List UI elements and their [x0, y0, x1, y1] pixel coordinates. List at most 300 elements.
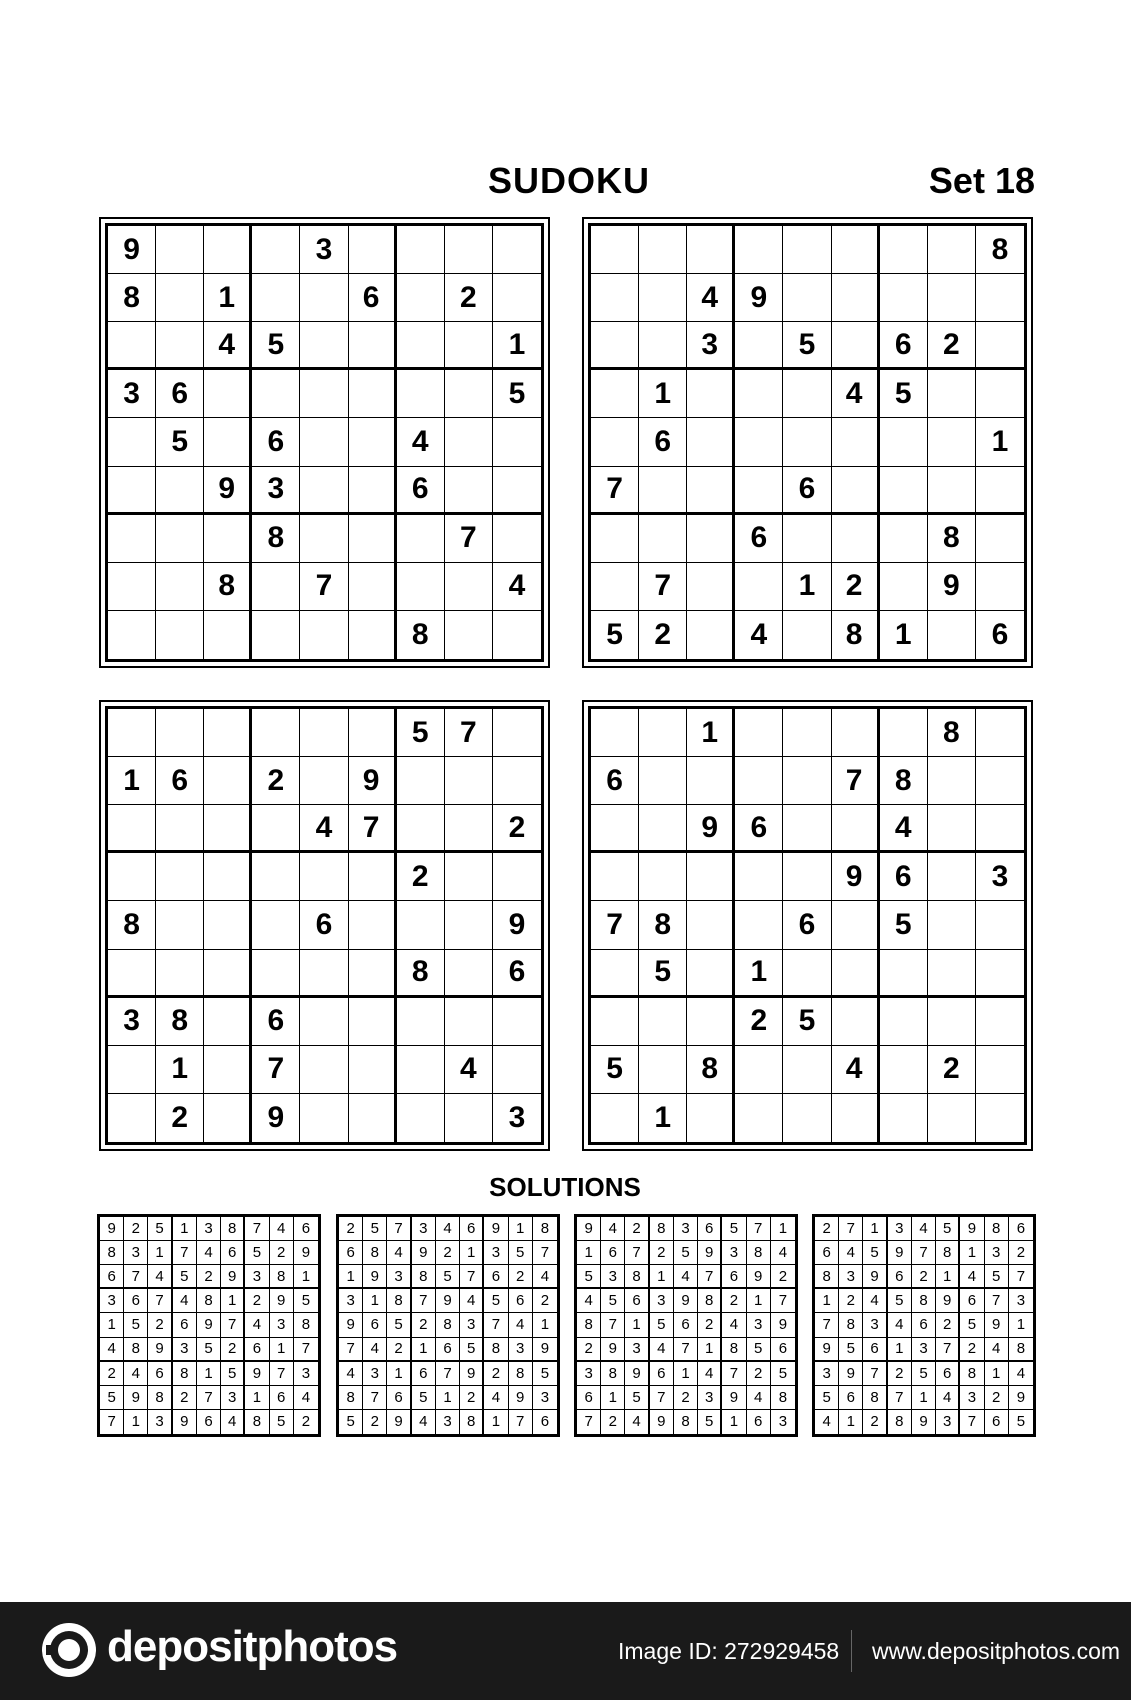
grid-cell — [783, 709, 831, 757]
grid-cell: 3 — [863, 1313, 887, 1337]
grid-cell — [591, 805, 639, 853]
grid-cell — [300, 370, 348, 418]
grid-cell: 7 — [747, 1217, 771, 1241]
grid-cell — [639, 274, 687, 322]
grid-cell: 7 — [912, 1241, 936, 1265]
grid-cell — [252, 611, 300, 659]
grid-cell — [397, 901, 445, 949]
grid-cell: 5 — [674, 1241, 698, 1265]
grid-cell: 1 — [783, 563, 831, 611]
grid-cell: 7 — [722, 1362, 746, 1386]
grid-cell: 4 — [735, 611, 783, 659]
grid-cell: 8 — [245, 1410, 269, 1434]
grid-cell — [832, 515, 880, 563]
grid-cell: 1 — [460, 1241, 484, 1265]
grid-cell — [252, 853, 300, 901]
grid-cell: 4 — [960, 1265, 984, 1289]
grid-cell: 9 — [985, 1313, 1009, 1337]
grid-cell: 9 — [735, 274, 783, 322]
grid-cell: 5 — [722, 1217, 746, 1241]
grid-cell: 7 — [625, 1241, 649, 1265]
grid-cell: 7 — [533, 1241, 557, 1265]
grid-cell — [639, 1046, 687, 1094]
grid-cell: 4 — [815, 1410, 839, 1434]
grid-cell: 4 — [839, 1241, 863, 1265]
grid-cell: 5 — [985, 1265, 1009, 1289]
grid-cell: 6 — [577, 1386, 601, 1410]
grid-cell — [832, 805, 880, 853]
grid-cell — [300, 274, 348, 322]
grid-cell: 5 — [601, 1289, 625, 1313]
grid-cell: 2 — [493, 805, 541, 853]
grid-cell — [976, 515, 1024, 563]
grid-cell: 8 — [204, 563, 252, 611]
grid-cell: 2 — [771, 1265, 795, 1289]
grid-cell: 2 — [888, 1362, 912, 1386]
grid-cell — [300, 515, 348, 563]
grid-cell: 8 — [936, 1241, 960, 1265]
grid-cell: 7 — [509, 1410, 533, 1434]
grid-cell: 6 — [493, 950, 541, 998]
grid-cell: 8 — [397, 950, 445, 998]
grid-cell: 7 — [124, 1265, 148, 1289]
grid-cell — [204, 998, 252, 1046]
grid-cell — [108, 467, 156, 515]
grid-cell: 2 — [747, 1362, 771, 1386]
grid-cell — [687, 563, 735, 611]
grid-cell — [349, 467, 397, 515]
grid-cell: 5 — [484, 1289, 508, 1313]
grid-cell — [493, 998, 541, 1046]
grid-cell: 6 — [148, 1362, 172, 1386]
grid-cell: 4 — [387, 1241, 411, 1265]
grid-cell: 9 — [339, 1313, 363, 1337]
grid-cell: 4 — [204, 322, 252, 370]
grid-cell — [880, 226, 928, 274]
grid-cell: 2 — [985, 1386, 1009, 1410]
grid-cell: 4 — [747, 1386, 771, 1410]
grid-cell — [108, 853, 156, 901]
grid-cell: 5 — [591, 611, 639, 659]
grid-cell — [108, 950, 156, 998]
grid-cell — [832, 274, 880, 322]
grid-cell — [783, 515, 831, 563]
grid-cell: 9 — [815, 1338, 839, 1362]
grid-cell: 7 — [985, 1289, 1009, 1313]
grid-cell — [493, 611, 541, 659]
sudoku-puzzle-3 — [99, 700, 550, 1151]
grid-cell: 3 — [747, 1313, 771, 1337]
grid-cell: 2 — [221, 1338, 245, 1362]
grid-cell — [687, 226, 735, 274]
grid-cell: 3 — [839, 1265, 863, 1289]
grid-cell: 8 — [839, 1313, 863, 1337]
grid-cell: 8 — [888, 1410, 912, 1434]
grid-cell: 4 — [493, 563, 541, 611]
site-url-link[interactable]: www.depositphotos.com — [872, 1638, 1121, 1664]
grid-cell: 1 — [863, 1217, 887, 1241]
grid-cell: 8 — [436, 1313, 460, 1337]
grid-cell — [300, 950, 348, 998]
grid-cell: 6 — [722, 1265, 746, 1289]
grid-cell: 9 — [912, 1410, 936, 1434]
grid-cell — [976, 757, 1024, 805]
grid-cell: 5 — [270, 1410, 294, 1434]
grid-cell: 7 — [252, 1046, 300, 1094]
grid-cell — [976, 467, 1024, 515]
grid-cell: 6 — [674, 1313, 698, 1337]
grid-cell — [252, 950, 300, 998]
solution-grid-2 — [336, 1214, 560, 1437]
grid-cell: 6 — [173, 1313, 197, 1337]
grid-cell — [349, 322, 397, 370]
grid-cell — [349, 901, 397, 949]
grid-cell: 6 — [815, 1241, 839, 1265]
grid-cell: 9 — [221, 1265, 245, 1289]
grid-cell: 8 — [221, 1217, 245, 1241]
grid-cell: 3 — [577, 1362, 601, 1386]
grid-cell: 5 — [650, 1313, 674, 1337]
grid-cell: 4 — [124, 1362, 148, 1386]
grid-cell: 8 — [363, 1241, 387, 1265]
grid-cell: 2 — [484, 1362, 508, 1386]
grid-cell: 9 — [625, 1362, 649, 1386]
grid-cell: 2 — [735, 998, 783, 1046]
grid-cell — [687, 901, 735, 949]
grid-cell: 7 — [221, 1313, 245, 1337]
solution-cells — [100, 1217, 318, 1434]
grid-cell: 6 — [1009, 1217, 1033, 1241]
grid-cell: 9 — [493, 901, 541, 949]
grid-cell — [639, 805, 687, 853]
grid-cell — [591, 853, 639, 901]
grid-cell: 3 — [533, 1386, 557, 1410]
grid-cell: 7 — [639, 563, 687, 611]
grid-cell: 8 — [601, 1362, 625, 1386]
grid-cell: 2 — [387, 1338, 411, 1362]
grid-cell — [976, 370, 1024, 418]
grid-cell: 3 — [100, 1289, 124, 1313]
grid-cell — [687, 467, 735, 515]
grid-cell — [349, 853, 397, 901]
grid-cell: 1 — [888, 1338, 912, 1362]
grid-cell: 1 — [747, 1289, 771, 1313]
grid-cell: 8 — [197, 1289, 221, 1313]
grid-cell: 2 — [928, 1046, 976, 1094]
grid-cell: 4 — [650, 1338, 674, 1362]
grid-cell: 1 — [722, 1410, 746, 1434]
grid-cell: 8 — [108, 901, 156, 949]
grid-cell: 6 — [300, 901, 348, 949]
grid-cell — [349, 709, 397, 757]
grid-cell: 5 — [493, 370, 541, 418]
grid-cell — [108, 515, 156, 563]
grid-cell: 1 — [674, 1362, 698, 1386]
grid-cell — [783, 950, 831, 998]
grid-cell: 1 — [815, 1289, 839, 1313]
grid-cell: 8 — [148, 1386, 172, 1410]
grid-cell: 8 — [294, 1313, 318, 1337]
grid-cell — [735, 322, 783, 370]
grid-cell: 5 — [245, 1241, 269, 1265]
grid-cell: 7 — [888, 1386, 912, 1410]
grid-cell — [735, 226, 783, 274]
grid-cell: 9 — [204, 467, 252, 515]
grid-cell: 4 — [912, 1217, 936, 1241]
grid-cell: 2 — [124, 1217, 148, 1241]
grid-cell: 9 — [173, 1410, 197, 1434]
grid-cell — [445, 563, 493, 611]
grid-cell: 5 — [1016, 1413, 1026, 1431]
grid-cell — [783, 1046, 831, 1094]
grid-cell: 9 — [888, 1241, 912, 1265]
grid-cell: 4 — [509, 1313, 533, 1337]
grid-cell — [156, 853, 204, 901]
grid-cell — [493, 853, 541, 901]
grid-cell — [349, 515, 397, 563]
grid-cell — [204, 901, 252, 949]
grid-cell — [252, 370, 300, 418]
grid-cell: 3 — [412, 1217, 436, 1241]
brand-logo-text: depositphotos — [107, 1622, 398, 1671]
grid-cell — [928, 950, 976, 998]
grid-cell: 8 — [108, 274, 156, 322]
grid-cell: 5 — [156, 418, 204, 466]
grid-cell: 3 — [601, 1265, 625, 1289]
grid-cell — [928, 611, 976, 659]
grid-cell: 5 — [698, 1410, 722, 1434]
grid-cell: 9 — [601, 1338, 625, 1362]
grid-cell: 9 — [294, 1241, 318, 1265]
grid-cell: 4 — [687, 274, 735, 322]
grid-cell — [156, 515, 204, 563]
set-label: Set 18 — [928, 160, 1035, 201]
grid-cell — [204, 418, 252, 466]
grid-cell: 5 — [577, 1265, 601, 1289]
grid-cell: 3 — [509, 1338, 533, 1362]
grid-cell: 3 — [976, 853, 1024, 901]
grid-cell: 8 — [815, 1265, 839, 1289]
grid-cell: 6 — [650, 1362, 674, 1386]
grid-cell: 2 — [397, 853, 445, 901]
grid-cell — [783, 805, 831, 853]
grid-cell — [445, 322, 493, 370]
grid-cell: 5 — [533, 1362, 557, 1386]
grid-cell: 4 — [173, 1289, 197, 1313]
grid-cell: 7 — [591, 901, 639, 949]
grid-cell: 5 — [888, 1289, 912, 1313]
grid-cell — [783, 1094, 831, 1142]
grid-cell: 1 — [108, 757, 156, 805]
grid-cell: 4 — [245, 1313, 269, 1337]
grid-cell: 8 — [639, 901, 687, 949]
grid-cell: 4 — [460, 1289, 484, 1313]
grid-cell — [204, 805, 252, 853]
grid-cell — [928, 226, 976, 274]
grid-cell: 9 — [509, 1386, 533, 1410]
grid-cell — [928, 274, 976, 322]
grid-cell: 8 — [832, 611, 880, 659]
grid-cell: 4 — [936, 1386, 960, 1410]
grid-cell: 6 — [936, 1362, 960, 1386]
grid-cell: 8 — [771, 1386, 795, 1410]
grid-cell: 5 — [294, 1289, 318, 1313]
grid-cell: 1 — [204, 274, 252, 322]
grid-cell — [928, 1094, 976, 1142]
grid-cell: 1 — [197, 1362, 221, 1386]
grid-cell: 9 — [832, 853, 880, 901]
grid-cell: 6 — [912, 1313, 936, 1337]
grid-cell: 9 — [698, 1241, 722, 1265]
grid-cell: 6 — [625, 1289, 649, 1313]
grid-cell: 7 — [300, 563, 348, 611]
grid-cell: 3 — [108, 370, 156, 418]
grid-cell: 1 — [735, 950, 783, 998]
grid-cell — [928, 467, 976, 515]
grid-cell — [735, 757, 783, 805]
grid-cell — [928, 805, 976, 853]
grid-cell: 5 — [863, 1241, 887, 1265]
grid-cell: 8 — [533, 1217, 557, 1241]
grid-cell — [204, 1046, 252, 1094]
grid-cell — [300, 467, 348, 515]
grid-cell — [445, 1094, 493, 1142]
grid-cell — [349, 563, 397, 611]
grid-cell: 9 — [436, 1289, 460, 1313]
grid-cell: 1 — [880, 611, 928, 659]
grid-cell — [445, 226, 493, 274]
grid-cell: 2 — [363, 1410, 387, 1434]
grid-cell — [783, 418, 831, 466]
grid-cell: 2 — [912, 1265, 936, 1289]
grid-cell: 7 — [100, 1410, 124, 1434]
grid-cell — [687, 998, 735, 1046]
grid-cell — [204, 370, 252, 418]
grid-cell — [204, 709, 252, 757]
grid-cell: 9 — [839, 1362, 863, 1386]
grid-cell: 4 — [339, 1362, 363, 1386]
grid-cell: 8 — [863, 1386, 887, 1410]
grid-cell: 2 — [650, 1241, 674, 1265]
grid-cell — [397, 563, 445, 611]
grid-cell — [300, 998, 348, 1046]
grid-cell: 7 — [936, 1338, 960, 1362]
grid-cell: 8 — [674, 1410, 698, 1434]
grid-cell: 4 — [698, 1362, 722, 1386]
grid-cell: 5 — [363, 1217, 387, 1241]
grid-cell: 8 — [460, 1410, 484, 1434]
grid-cell: 2 — [197, 1265, 221, 1289]
grid-cell: 2 — [936, 1313, 960, 1337]
grid-cell — [639, 515, 687, 563]
grid-cell — [591, 226, 639, 274]
grid-cell: 4 — [300, 805, 348, 853]
grid-cell — [832, 709, 880, 757]
grid-cell — [976, 950, 1024, 998]
grid-cell: 8 — [387, 1289, 411, 1313]
grid-cell — [832, 226, 880, 274]
grid-cell — [687, 418, 735, 466]
grid-cell: 2 — [698, 1313, 722, 1337]
grid-cell: 4 — [771, 1241, 795, 1265]
grid-cell: 2 — [412, 1313, 436, 1337]
grid-cell: 3 — [294, 1362, 318, 1386]
grid-cell — [783, 226, 831, 274]
grid-cell — [687, 611, 735, 659]
grid-cell — [445, 853, 493, 901]
depositphotos-logo-icon — [40, 1621, 98, 1679]
grid-cell: 3 — [387, 1265, 411, 1289]
solution-cells — [815, 1217, 1033, 1434]
grid-cell: 7 — [591, 467, 639, 515]
grid-cell: 3 — [508, 1100, 526, 1134]
grid-cell: 1 — [936, 1265, 960, 1289]
grid-cell: 6 — [639, 418, 687, 466]
grid-cell: 1 — [533, 1313, 557, 1337]
grid-cell: 3 — [484, 1241, 508, 1265]
grid-cell — [591, 950, 639, 998]
grid-cell: 9 — [363, 1265, 387, 1289]
grid-cell: 5 — [936, 1217, 960, 1241]
grid-cell: 3 — [300, 226, 348, 274]
grid-cell: 6 — [783, 901, 831, 949]
grid-cell: 3 — [339, 1289, 363, 1313]
grid-cell — [783, 757, 831, 805]
grid-cell: 6 — [735, 515, 783, 563]
image-id: Image ID: 272929458 — [618, 1638, 840, 1664]
grid-cell: 6 — [460, 1217, 484, 1241]
grid-cell: 9 — [270, 1289, 294, 1313]
grid-cell: 1 — [270, 1338, 294, 1362]
grid-cell: 1 — [294, 1265, 318, 1289]
grid-cell — [445, 370, 493, 418]
grid-cell: 8 — [1009, 1338, 1033, 1362]
grid-cell: 3 — [460, 1313, 484, 1337]
grid-cell — [300, 709, 348, 757]
grid-cell: 8 — [412, 1265, 436, 1289]
grid-cell — [639, 998, 687, 1046]
grid-cell: 2 — [928, 322, 976, 370]
grid-cell — [397, 1046, 445, 1094]
grid-cell: 6 — [880, 322, 928, 370]
grid-cell: 9 — [484, 1217, 508, 1241]
grid-cell — [397, 226, 445, 274]
grid-cell: 9 — [252, 1094, 300, 1142]
grid-cell — [735, 467, 783, 515]
grid-cell: 4 — [722, 1313, 746, 1337]
footer-divider — [851, 1630, 852, 1672]
grid-cell: 5 — [771, 1362, 795, 1386]
grid-cell: 4 — [863, 1289, 887, 1313]
grid-cell: 2 — [839, 1289, 863, 1313]
grid-cell: 5 — [339, 1410, 363, 1434]
solutions-title: SOLUTIONS — [489, 1172, 641, 1202]
grid-cell: 5 — [960, 1313, 984, 1337]
grid-cell — [976, 805, 1024, 853]
grid-cell: 4 — [412, 1410, 436, 1434]
grid-cell — [735, 709, 783, 757]
grid-cell: 4 — [625, 1410, 649, 1434]
grid-cell — [880, 709, 928, 757]
grid-cell: 8 — [976, 226, 1024, 274]
grid-cell: 7 — [245, 1217, 269, 1241]
grid-cell: 4 — [197, 1241, 221, 1265]
grid-cell — [156, 611, 204, 659]
sudoku-puzzle-2 — [582, 217, 1033, 668]
grid-cell: 2 — [252, 757, 300, 805]
grid-cell — [735, 1094, 783, 1142]
grid-cell: 5 — [460, 1338, 484, 1362]
